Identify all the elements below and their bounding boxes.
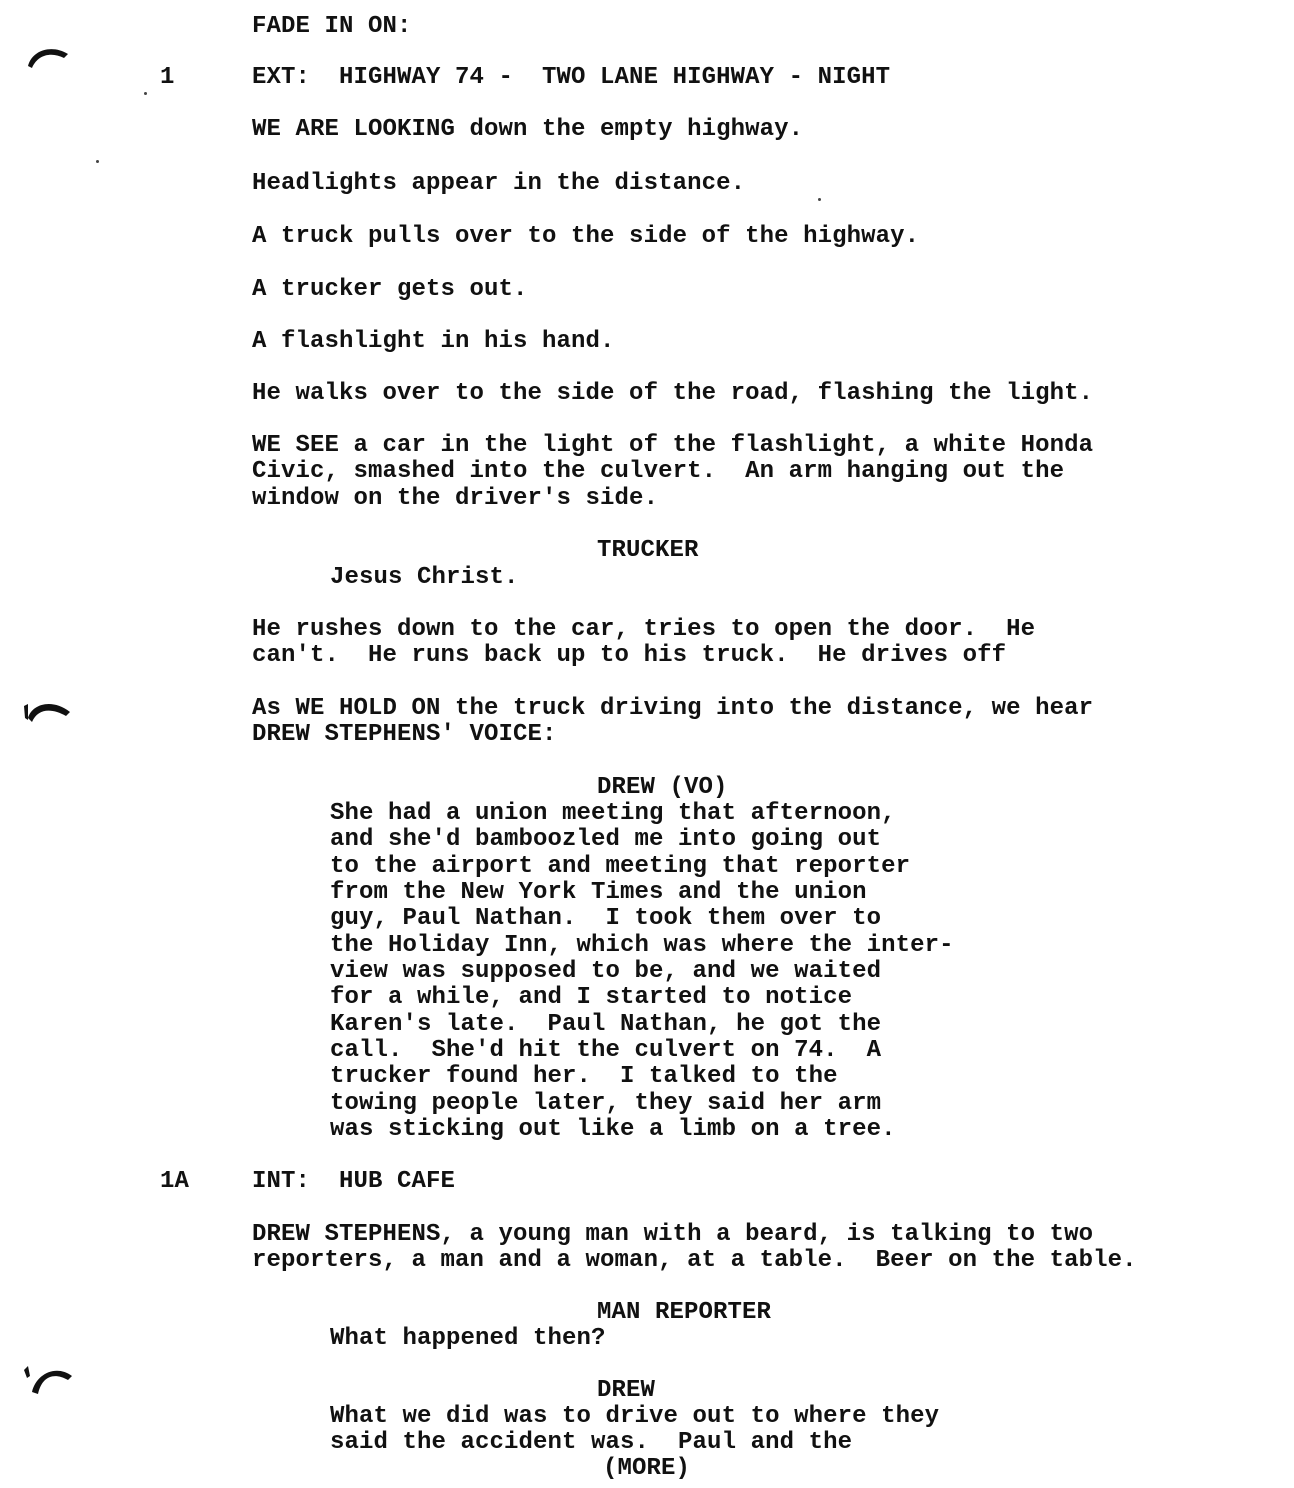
- scene-number: 1A: [160, 1168, 190, 1195]
- action-line: Civic, smashed into the culvert. An arm hanging out the: [252, 458, 1065, 485]
- punch-hole-mark-bottom: [24, 1356, 72, 1404]
- action-line: DREW STEPHENS' VOICE:: [252, 721, 557, 748]
- action-line: As WE HOLD ON the truck driving into the distance, we hear: [252, 695, 1094, 722]
- dialogue-line: to the airport and meeting that reporter: [330, 853, 911, 880]
- scene-heading: INT: HUB CAFE: [252, 1168, 456, 1195]
- speck-mark: [144, 92, 147, 95]
- dialogue-line: was sticking out like a limb on a tree.: [330, 1116, 896, 1143]
- speck-mark: [818, 198, 821, 201]
- action-line: A truck pulls over to the side of the highway.: [252, 223, 920, 250]
- punch-hole-mark-middle: [22, 688, 70, 736]
- scene-heading: EXT: HIGHWAY 74 - TWO LANE HIGHWAY - NIGHT: [252, 64, 891, 91]
- action-line: DREW STEPHENS, a young man with a beard, is talking to two: [252, 1221, 1094, 1248]
- action-line: WE ARE LOOKING down the empty highway.: [252, 116, 804, 143]
- action-line: A flashlight in his hand.: [252, 328, 615, 355]
- transition-fade-in: FADE IN ON:: [252, 13, 412, 40]
- dialogue-line: call. She'd hit the culvert on 74. A: [330, 1037, 882, 1064]
- dialogue-line: She had a union meeting that afternoon,: [330, 800, 896, 827]
- punch-hole-mark-top: [24, 40, 72, 88]
- dialogue-line: What we did was to drive out to where they: [330, 1403, 940, 1430]
- scene-number: 1: [160, 64, 175, 91]
- dialogue-line: Jesus Christ.: [330, 564, 519, 591]
- dialogue-line: guy, Paul Nathan. I took them over to: [330, 905, 882, 932]
- character-name: DREW (VO): [597, 774, 728, 801]
- speck-mark: [96, 160, 99, 163]
- action-line: reporters, a man and a woman, at a table. Beer on the table.: [252, 1247, 1137, 1274]
- action-line: Headlights appear in the distance.: [252, 170, 746, 197]
- dialogue-line: from the New York Times and the union: [330, 879, 867, 906]
- character-name: DREW: [597, 1377, 656, 1404]
- dialogue-line: said the accident was. Paul and the: [330, 1429, 853, 1456]
- dialogue-line: and she'd bamboozled me into going out: [330, 826, 882, 853]
- dialogue-line: What happened then?: [330, 1325, 606, 1352]
- dialogue-line: towing people later, they said her arm: [330, 1090, 882, 1117]
- character-name: MAN REPORTER: [597, 1299, 772, 1326]
- dialogue-line: for a while, and I started to notice: [330, 984, 853, 1011]
- action-line: He rushes down to the car, tries to open the door. He: [252, 616, 1036, 643]
- dialogue-line: trucker found her. I talked to the: [330, 1063, 838, 1090]
- action-line: window on the driver's side.: [252, 485, 659, 512]
- dialogue-line: the Holiday Inn, which was where the inter-: [330, 932, 954, 959]
- action-line: A trucker gets out.: [252, 276, 528, 303]
- action-line: can't. He runs back up to his truck. He drives off: [252, 642, 1007, 669]
- action-line: He walks over to the side of the road, flashing the light.: [252, 380, 1094, 407]
- dialogue-line: Karen's late. Paul Nathan, he got the: [330, 1011, 882, 1038]
- character-name: TRUCKER: [597, 537, 699, 564]
- dialogue-line: view was supposed to be, and we waited: [330, 958, 882, 985]
- continued-more: (MORE): [603, 1455, 691, 1482]
- action-line: WE SEE a car in the light of the flashlight, a white Honda: [252, 432, 1094, 459]
